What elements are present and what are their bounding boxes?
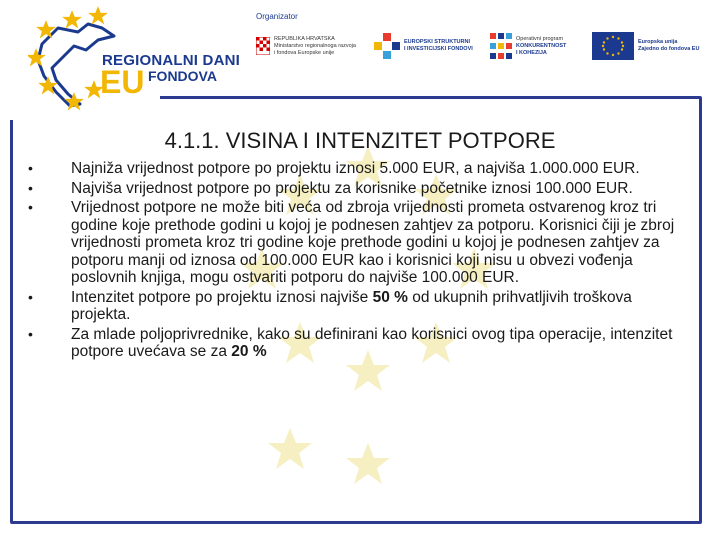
bullet-text: od ukupnih prihvatljivih troškova projekta. bbox=[71, 288, 632, 323]
logo-line-2: FONDOVA bbox=[148, 68, 217, 84]
bullet-marker: • bbox=[28, 199, 33, 215]
slide-title: 4.1.1. VISINA I INTENZITET POTPORE bbox=[164, 128, 556, 153]
sponsor-line: REPUBLIKA HRVATSKA bbox=[274, 35, 335, 42]
bullet-text: Za mlade poljoprivrednike, kako su definirani kao korisnici ovog tipa operacije, intenzitet potpore uvećava se za bbox=[71, 325, 673, 360]
bullet-emphasis: 50 % bbox=[372, 288, 408, 306]
bullet-marker: • bbox=[28, 160, 33, 176]
sponsor-eu-flag bbox=[592, 30, 699, 62]
bullet-item bbox=[24, 326, 694, 361]
bullet-item bbox=[24, 289, 694, 324]
bullet-item bbox=[24, 180, 694, 198]
eu-flag-icon bbox=[592, 32, 634, 60]
bullet-marker: • bbox=[28, 179, 33, 196]
sponsor-line: KONKURENTNOST bbox=[516, 42, 567, 49]
sponsor-esi-funds bbox=[374, 30, 473, 62]
sponsor-line: Europska unija bbox=[638, 39, 678, 45]
logo-eu: EU bbox=[100, 64, 145, 100]
sponsor-line: I KOHEZIJA bbox=[516, 49, 547, 56]
bullet-item bbox=[24, 199, 694, 287]
bullet-list bbox=[24, 160, 694, 363]
sponsor-line: EUROPSKI STRUKTURNI bbox=[404, 39, 471, 45]
croatian-coat-of-arms-icon bbox=[256, 37, 270, 55]
sponsor-ministry bbox=[256, 30, 356, 62]
sponsor-line: i fondova Europske unije bbox=[274, 49, 335, 56]
bullet-marker: • bbox=[28, 288, 33, 305]
bullet-text: Vrijednost potpore ne može biti veća od zbroja vrijednosti prometa ostvarenog kroz tri godine koje prethode godini u kojoj je podnesen zahtjev za potporu. Korisnici čiji je zbroj vrijednosti prometa kroz tri godine koje prethode godini u kojoj je podnesen zahtjev za potporu manji od iznosa od 100.000 EUR kao i korisnici koji nisu u obvezi vođenja poslovnih knjiga, mogu ostvariti potporu do najviše 100.000 EUR. bbox=[71, 199, 675, 286]
bullet-text: Najniža vrijednost potpore po projektu iznosi 5.000 EUR, a najviša 1.000.000 EUR. bbox=[71, 160, 640, 177]
sponsor-line: Ministarstvo regionalnoga razvoja bbox=[274, 42, 356, 49]
bullet-text: Intenzitet potpore po projektu iznosi najviše bbox=[71, 288, 373, 306]
sponsor-line: I INVESTICIJSKI FONDOVI bbox=[404, 46, 473, 52]
bullet-emphasis: 20 % bbox=[231, 343, 267, 360]
sponsor-op-kik bbox=[490, 30, 566, 62]
bullet-item bbox=[24, 160, 694, 178]
sponsor-line: Operativni program bbox=[516, 35, 564, 42]
logo-line-1: REGIONALNI DANI bbox=[102, 52, 240, 69]
bullet-text: Najviša vrijednost potpore po projektu za korisnike početnike iznosi 100.000 EUR. bbox=[71, 179, 633, 197]
op-kik-icon bbox=[490, 33, 512, 59]
sponsor-line: Zajedno do fondova EU bbox=[638, 46, 700, 52]
esi-funds-icon bbox=[374, 33, 400, 59]
organizer-label: Organizator bbox=[256, 12, 298, 21]
bullet-marker: • bbox=[28, 325, 33, 342]
